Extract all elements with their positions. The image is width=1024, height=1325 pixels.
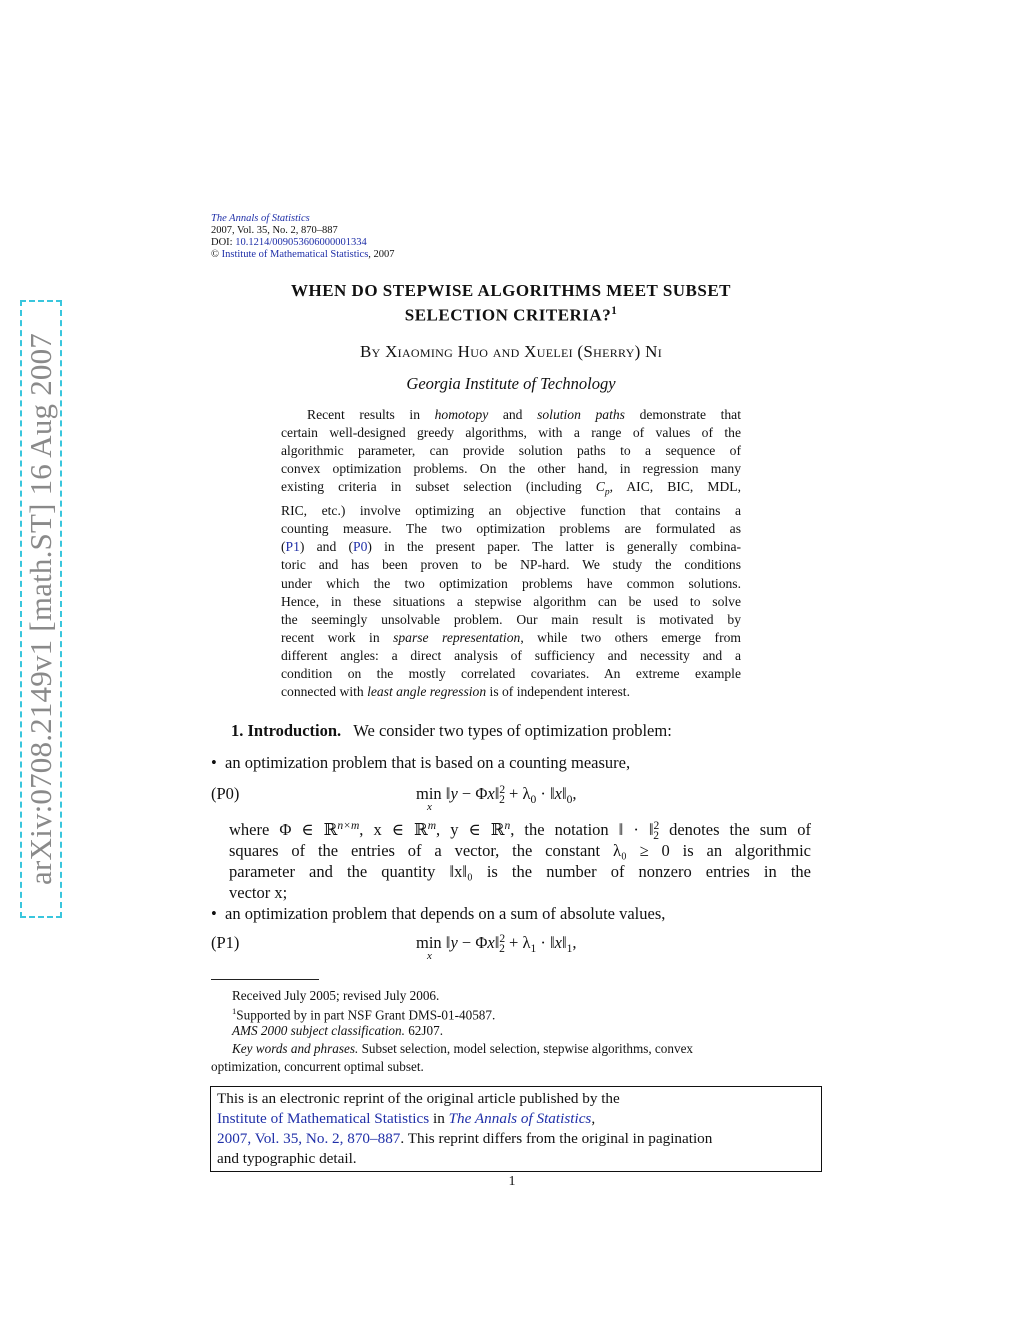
where-line-3: parameter and the quantity ‖x‖₀ is the number of nonzero entries in the xyxy=(229,862,811,881)
footnote-keywords-cont: optimization, concurrent optimal subset. xyxy=(211,1059,424,1074)
abstract-line: different angles: a direct analysis of sufficiency and necessity and a xyxy=(281,647,741,663)
footnote-divider xyxy=(211,979,319,980)
p1-link[interactable]: P1 xyxy=(285,539,300,555)
footnote-support: $^1$Supported by in part NSF Grant DMS-01-40587. xyxy=(232,1006,496,1023)
bullet-icon: • xyxy=(211,753,217,772)
abstract-line: RIC, etc.) involve optimizing an objective function that contains a xyxy=(281,503,741,519)
reprint-line-4: and typographic detail. xyxy=(217,1150,357,1167)
footnote-ams: AMS 2000 subject classification. 62J07. xyxy=(232,1023,443,1038)
equation-label-p0: (P0) xyxy=(211,784,240,803)
abstract-line: Recent results in homotopy and solution paths demonstrate that xyxy=(307,407,741,422)
bullet-item-1 xyxy=(211,753,630,773)
reprint-institute-link[interactable]: Institute of Mathematical Statistics xyxy=(217,1110,430,1127)
abstract-line: toric and has been proven to be NP-hard. We study the conditions xyxy=(281,557,741,573)
where-line-4: vector x; xyxy=(229,883,288,902)
reprint-notice-box xyxy=(210,1086,822,1172)
footnote-received: Received July 2005; revised July 2006. xyxy=(232,988,440,1003)
min-subscript: x xyxy=(427,801,432,813)
volume-info: 2007, Vol. 35, No. 2, 870–887 xyxy=(211,225,338,236)
abstract-line: connected with least angle regression is of independent interest. xyxy=(281,684,630,700)
abstract-line: condition on the mostly correlated covariates. An extreme example xyxy=(281,666,741,682)
reprint-volume-link[interactable]: 2007, Vol. 35, No. 2, 870–887 xyxy=(217,1130,401,1147)
abstract-line: the seemingly unsolvable problem. Our main result is motivated by xyxy=(281,611,741,627)
title-line-1: WHEN DO STEPWISE ALGORITHMS MEET SUBSET xyxy=(290,281,732,300)
bullet-item-2 xyxy=(211,904,665,924)
intro-heading-line xyxy=(231,721,672,741)
journal-header xyxy=(211,213,395,261)
intro-lead: We consider two types of optimization problem: xyxy=(353,721,672,740)
equation-p1: min ‖y − Φx‖$^2_2$ + $\lambda_1$ · $‖x‖_1$, xyxy=(416,932,577,956)
p0-link[interactable]: P0 xyxy=(353,539,368,555)
abstract xyxy=(281,406,741,701)
abstract-line: under which the two optimization problems have common solutions. xyxy=(281,575,741,591)
abstract-line: convex optimization problems. On the other hand, in regression many xyxy=(281,461,741,477)
reprint-line-3: 2007, Vol. 35, No. 2, 870–887. This reprint differs from the original in pagination xyxy=(217,1130,713,1147)
title-line-2: SELECTION CRITERIA? xyxy=(404,305,612,325)
min-subscript: x xyxy=(427,950,432,962)
reprint-line-1: This is an electronic reprint of the original article published by the xyxy=(217,1090,620,1107)
reprint-journal-link[interactable]: The Annals of Statistics xyxy=(448,1110,592,1127)
doi-label: DOI: xyxy=(211,237,233,248)
journal-link[interactable]: The Annals of Statistics xyxy=(211,213,310,224)
bullet-2-text: an optimization problem that depends on a sum of absolute values, xyxy=(225,904,666,923)
bullet-1-text: an optimization problem that is based on a counting measure, xyxy=(225,753,631,772)
arxiv-identifier: arXiv:0708.2149v1 [math.ST] 16 Aug 2007 xyxy=(23,333,58,885)
abstract-line: recent work in sparse representation, while two others emerge from xyxy=(281,629,741,645)
abstract-line: counting measure. The two optimization problems are formulated as xyxy=(281,521,741,537)
abstract-line: Hence, in these situations a stepwise algorithm can be used to solve xyxy=(281,593,741,609)
abstract-line: (P1) and (P0) in the present paper. The latter is generally combina- xyxy=(281,539,742,555)
footnote-keywords: Key words and phrases. Subset selection, model selection, stepwise algorithms, convex xyxy=(232,1041,694,1056)
where-line-2: squares of the entries of a vector, the constant λ₀ ≥ 0 is an algorithmic xyxy=(229,841,811,860)
doi-link[interactable]: 10.1214/009053606000001334 xyxy=(235,237,367,248)
institute-link[interactable]: Institute of Mathematical Statistics xyxy=(221,249,369,260)
equation-p0: min ‖y − Φx‖$^2_2$ + $\lambda_0$ · $‖x‖_0$, xyxy=(416,783,577,807)
copyright-year: , 2007 xyxy=(368,249,395,260)
where-line-1: where Φ ∈ ℝ$^{n\times m}$, x ∈ ℝ$^m$, y ∈ ℝ$^n$, the notation ‖ · ‖$^2_2$ denotes the sum of xyxy=(229,819,812,843)
abstract-line: existing criteria in subset selection (including $C_p$, AIC, BIC, MDL, xyxy=(281,479,741,499)
abstract-line: algorithmic parameter, can provide solution paths to a sequence of xyxy=(281,443,741,459)
bullet-icon: • xyxy=(211,904,217,923)
paper-title xyxy=(210,280,812,326)
authors: By Xiaoming Huo and Xuelei (Sherry) Ni xyxy=(359,342,663,361)
page-number: 1 xyxy=(508,1174,516,1189)
arxiv-side-stamp xyxy=(20,300,62,918)
affiliation: Georgia Institute of Technology xyxy=(406,374,616,393)
reprint-line-2: Institute of Mathematical Statistics in The Annals of Statistics, xyxy=(217,1110,596,1127)
equation-label-p1: (P1) xyxy=(211,933,240,952)
abstract-line: certain well-designed greedy algorithms, with a range of values of the xyxy=(281,425,741,441)
title-footnote-mark[interactable]: 1 xyxy=(611,305,618,317)
copyright-icon: © xyxy=(211,249,219,260)
section-heading: 1. Introduction. xyxy=(231,721,342,740)
